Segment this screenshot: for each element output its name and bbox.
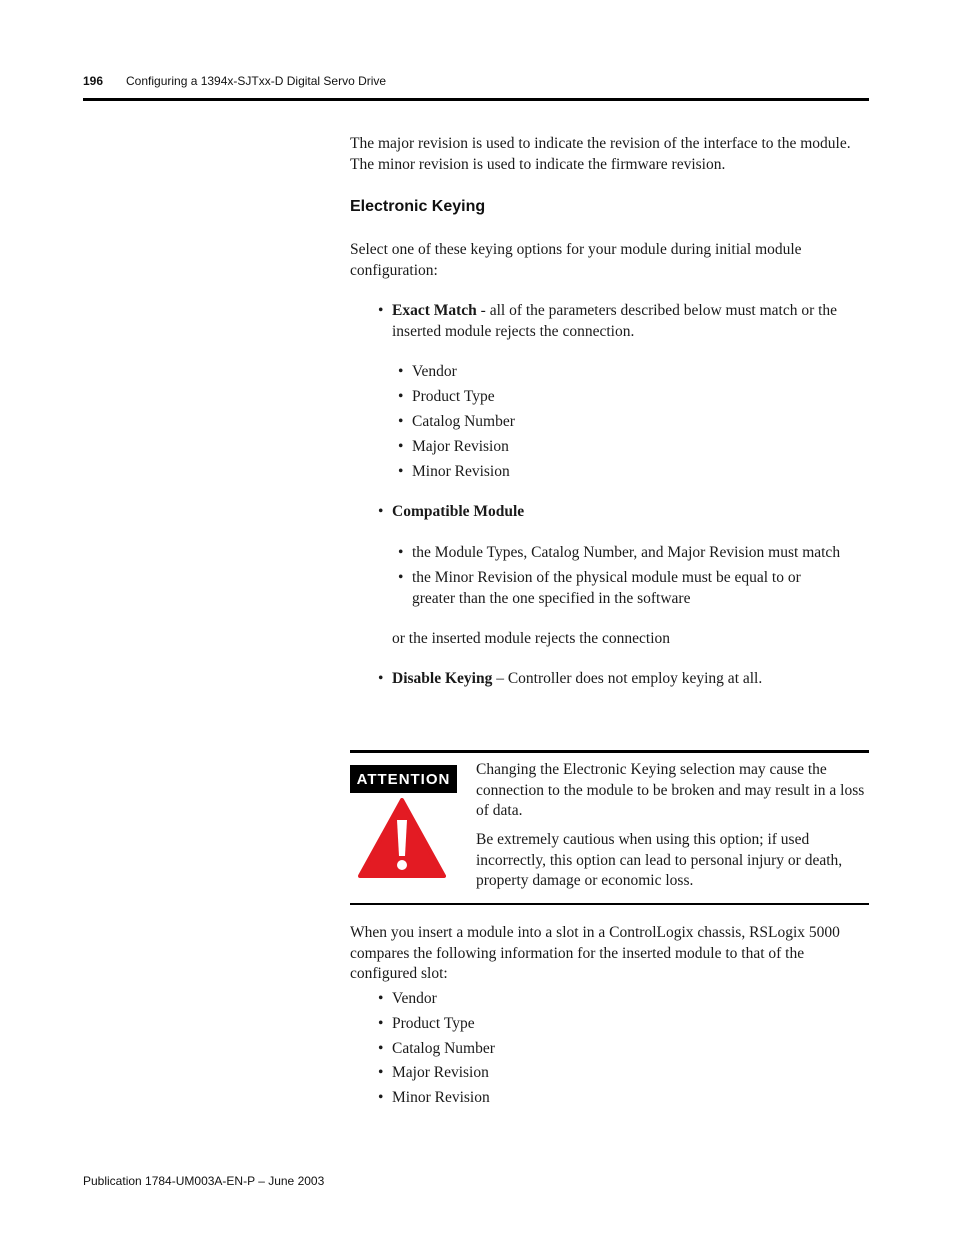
list-item: • Minor Revision xyxy=(378,1089,490,1106)
attention-label: ATTENTION xyxy=(350,765,457,793)
select-paragraph: Select one of these keying options for your module during initial module configuration: xyxy=(350,241,802,279)
attention-bottom-rule xyxy=(350,903,869,905)
list-item: • Major Revision xyxy=(378,1064,489,1081)
bullet-dot: • xyxy=(378,302,384,319)
exact-match-text: - all of the parameters described below must match or the inserted module rejects the connection. xyxy=(392,302,838,340)
intro-paragraph: The major revision is used to indicate the revision of the interface to the module. The minor revision is used to indicate the firmware revision. xyxy=(350,135,851,173)
page-header xyxy=(83,72,869,101)
list-item: • Product Type xyxy=(378,1015,475,1032)
disable-keying-bullet: • Disable Keying – Controller does not employ keying at all. xyxy=(378,670,763,687)
chapter-title: Configuring a 1394x-SJTxx-D Digital Servo Drive xyxy=(126,74,387,88)
list-item: • Major Revision xyxy=(398,438,509,455)
list-item: • Vendor xyxy=(378,990,437,1007)
exact-match-bullet xyxy=(378,301,870,342)
list-item: • the Minor Revision of the physical module must be equal to or greater than the one specified in the software xyxy=(398,569,801,607)
list-item: • Product Type xyxy=(398,388,495,405)
warning-triangle-icon xyxy=(358,798,446,878)
attention-top-rule xyxy=(350,750,869,753)
list-item: • Minor Revision xyxy=(398,463,510,480)
page-footer: Publication 1784-UM003A-EN-P – June 2003 xyxy=(83,1174,325,1188)
section-heading: Electronic Keying xyxy=(350,198,486,215)
attention-paragraph-2: Be extremely cautious when using this option; if used incorrectly, this option can lead to personal injury or death, property damage or economic loss. xyxy=(476,831,843,889)
compatible-module-label: Compatible Module xyxy=(392,503,525,520)
compatible-module-bullet: • Compatible Module xyxy=(378,503,525,520)
disable-keying-text: – Controller does not employ keying at all. xyxy=(492,670,763,687)
attention-paragraph-1: Changing the Electronic Keying selection may cause the connection to the module to be broken and may result in a loss of data. xyxy=(476,761,865,819)
list-item: • Vendor xyxy=(398,363,457,380)
list-item: • Catalog Number xyxy=(378,1040,495,1057)
insert-paragraph: When you insert a module into a slot in a ControlLogix chassis, RSLogix 5000 compares the following information for the inserted module to that of the configured slot: xyxy=(350,924,840,982)
list-item: • the Module Types, Catalog Number, and Major Revision must match xyxy=(398,544,841,561)
compatible-module-trailer: or the inserted module rejects the connection xyxy=(392,630,671,647)
exact-match-label: Exact Match xyxy=(392,302,477,319)
page-number: 196 xyxy=(83,74,104,88)
disable-keying-label: Disable Keying xyxy=(392,670,493,687)
list-item: • Catalog Number xyxy=(398,413,515,430)
